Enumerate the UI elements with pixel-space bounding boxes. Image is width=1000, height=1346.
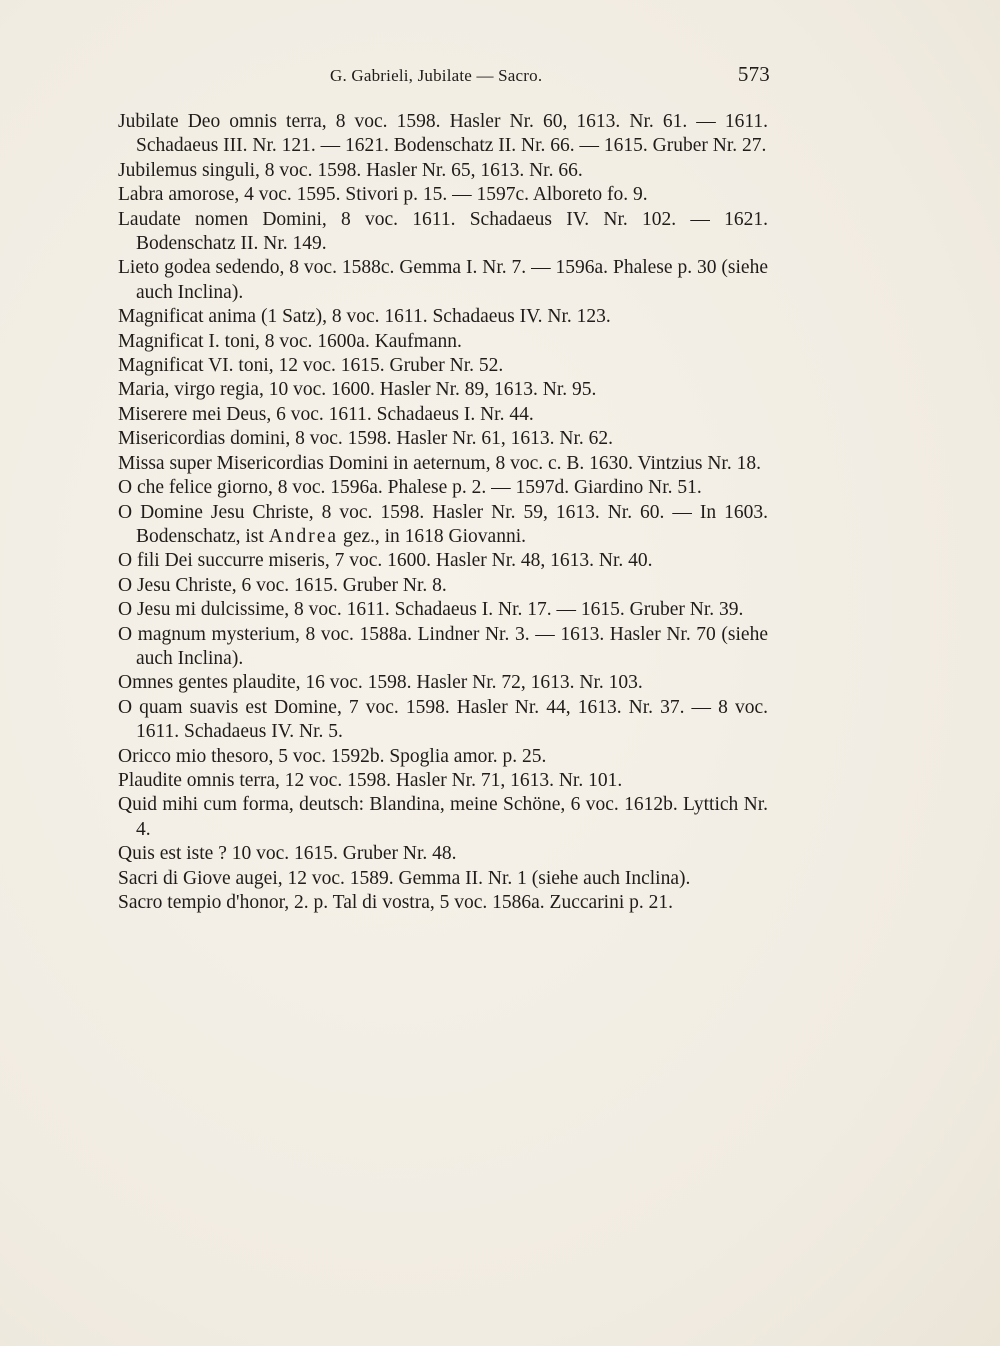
list-item: Magnificat anima (1 Satz), 8 voc. 1611. Schadaeus IV. Nr. 123. [118, 306, 611, 328]
running-title: G. Gabrieli, Jubilate — Sacro. [330, 66, 543, 85]
list-item: Maria, virgo regia, 10 voc. 1600. Hasler Nr. 89, 1613. Nr. 95. [118, 379, 597, 401]
running-head [330, 62, 770, 90]
list-item: O quam suavis est Domine, 7 voc. 1598. Hasler Nr. 44, 1613. Nr. 37. — 8 voc. 1611. Schadaeus IV. Nr. 5. [118, 696, 768, 743]
page-number: 573 [737, 62, 770, 86]
list-item: Misericordias domini, 8 voc. 1598. Hasler Nr. 61, 1613. Nr. 62. [118, 428, 614, 450]
list-item: Sacro tempio d'honor, 2. p. Tal di vostra, 5 voc. 1586a. Zuccarini p. 21. [118, 892, 674, 913]
list-item: Jubilemus singuli, 8 voc. 1598. Hasler Nr. 65, 1613. Nr. 66. [118, 159, 583, 181]
list-item: O fili Dei succurre miseris, 7 voc. 1600. Hasler Nr. 48, 1613. Nr. 40. [118, 550, 653, 572]
entry-text: gez., in 1618 Giovanni. [338, 525, 527, 547]
list-item: Oricco mio thesoro, 5 voc. 1592b. Spoglia amor. p. 25. [118, 745, 547, 767]
list-item: Magnificat I. toni, 8 voc. 1600a. Kaufmann. [118, 330, 462, 352]
list-item: Miserere mei Deus, 6 voc. 1611. Schadaeus I. Nr. 44. [118, 403, 534, 425]
list-item: Labra amorose, 4 voc. 1595. Stivori p. 15. — 1597c. Alboreto fo. 9. [118, 184, 648, 206]
list-item [118, 501, 768, 550]
list-item: Laudate nomen Domini, 8 voc. 1611. Schadaeus IV. Nr. 102. — 1621. Bodenschatz II. Nr. 149. [118, 208, 768, 255]
list-item: Quis est iste ? 10 voc. 1615. Gruber Nr. 48. [118, 843, 457, 865]
spaced-name: Andrea [268, 525, 339, 547]
list-item: O Jesu Christe, 6 voc. 1615. Gruber Nr. 8. [118, 574, 447, 596]
list-item: Quid mihi cum forma, deutsch: Blandina, meine Schöne, 6 voc. 1612b. Lyttich Nr. 4. [118, 794, 768, 840]
list-item: Magnificat VI. toni, 12 voc. 1615. Gruber Nr. 52. [118, 355, 504, 377]
list-item: Plaudite omnis terra, 12 voc. 1598. Hasler Nr. 71, 1613. Nr. 101. [118, 769, 623, 791]
list-item: O magnum mysterium, 8 voc. 1588a. Lindner Nr. 3. — 1613. Hasler Nr. 70 (siehe auch Inclina). [118, 623, 768, 669]
list-item: Jubilate Deo omnis terra, 8 voc. 1598. Hasler Nr. 60, 1613. Nr. 61. — 1611. Schadaeus III. Nr. 121. — 1621. Bodenschatz II. Nr. 66. — 1615. Gruber Nr. 27. [118, 111, 768, 157]
list-item: O Jesu mi dulcissime, 8 voc. 1611. Schadaeus I. Nr. 17. — 1615. Gruber Nr. 39. [118, 599, 744, 621]
list-item: Lieto godea sedendo, 8 voc. 1588c. Gemma I. Nr. 7. — 1596a. Phalese p. 30 (siehe auch Inclina). [118, 257, 768, 303]
list-item: Missa super Misericordias Domini in aeternum, 8 voc. c. B. 1630. Vintzius Nr. 18. [118, 452, 761, 474]
entry-text: O Domine Jesu Christe, 8 voc. 1598. Hasler Nr. 59, 1613. Nr. 60. — In 1603. Bodenschatz, ist [118, 501, 768, 547]
list-item: Omnes gentes plaudite, 16 voc. 1598. Hasler Nr. 72, 1613. Nr. 103. [118, 672, 643, 694]
list-item: O che felice giorno, 8 voc. 1596a. Phalese p. 2. — 1597d. Giardino Nr. 51. [118, 477, 702, 499]
entry-list [118, 110, 768, 915]
list-item: Sacri di Giove augei, 12 voc. 1589. Gemma II. Nr. 1 (siehe auch Inclina). [118, 867, 691, 889]
